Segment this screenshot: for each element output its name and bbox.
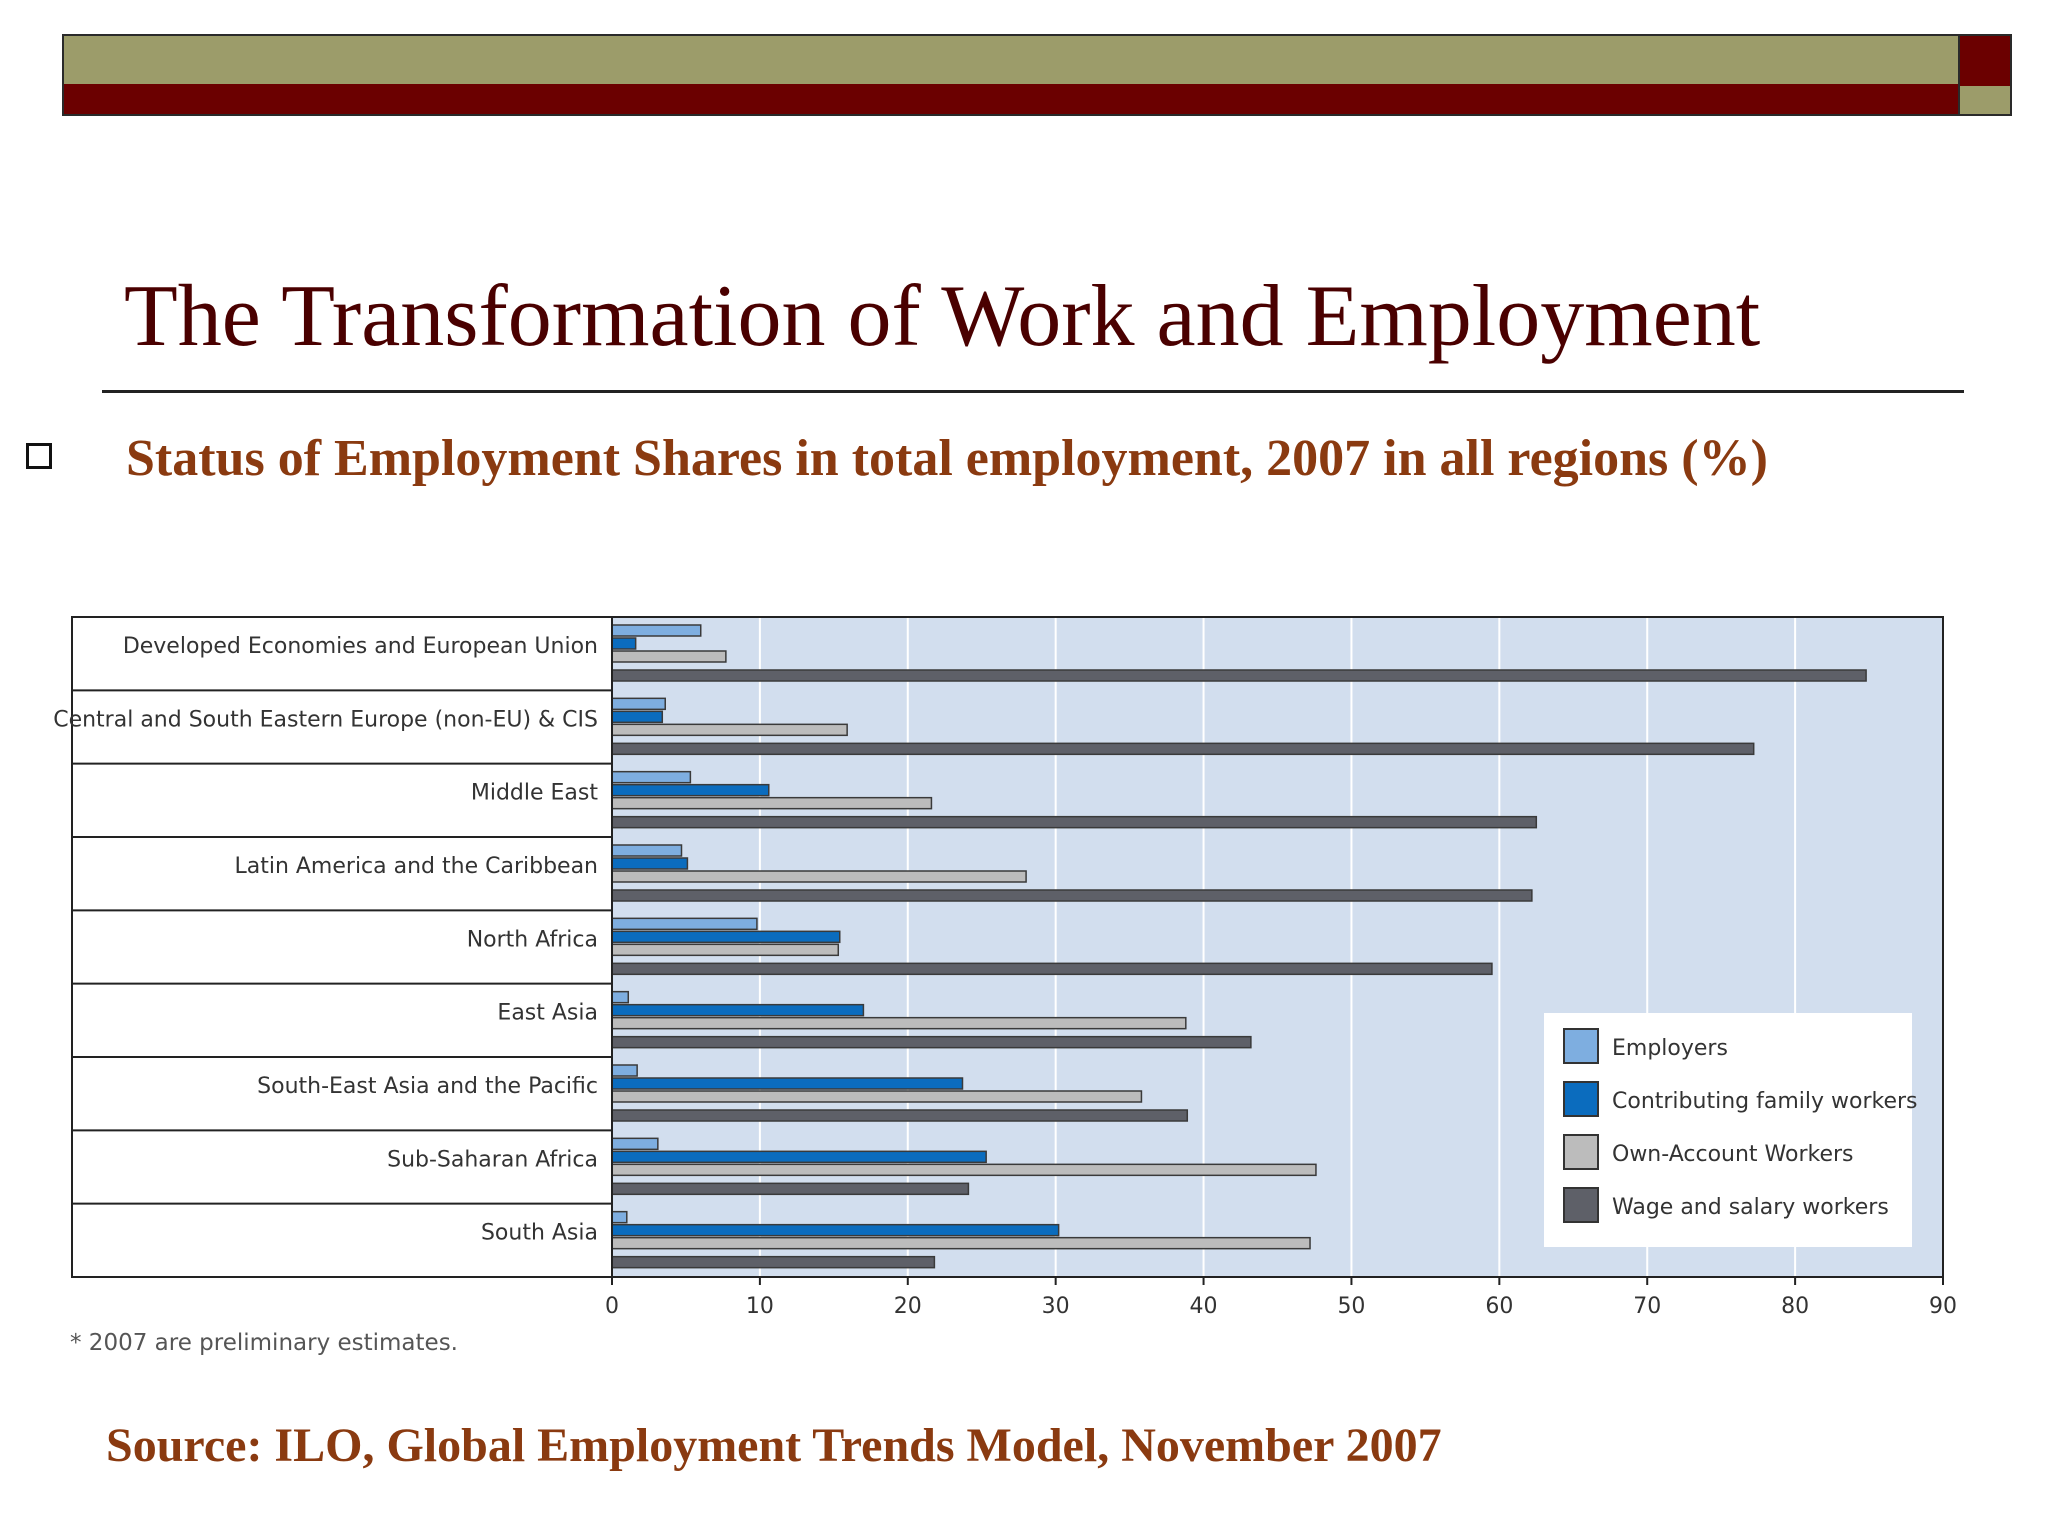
x-tick-label: 20 bbox=[893, 1294, 922, 1319]
bar bbox=[612, 1225, 1059, 1236]
x-tick-label: 60 bbox=[1485, 1294, 1514, 1319]
category-label: Sub-Saharan Africa bbox=[387, 1147, 598, 1173]
bar bbox=[612, 698, 665, 709]
bar bbox=[612, 711, 662, 722]
bar bbox=[612, 772, 690, 783]
bar bbox=[612, 817, 1536, 828]
x-tick-label: 50 bbox=[1337, 1294, 1366, 1319]
bar bbox=[612, 858, 687, 869]
x-tick-label: 30 bbox=[1041, 1294, 1070, 1319]
bar bbox=[612, 963, 1492, 974]
legend-swatch bbox=[1564, 1029, 1598, 1063]
bar bbox=[612, 992, 628, 1003]
bar bbox=[612, 724, 847, 735]
bar bbox=[612, 1138, 658, 1149]
source-citation: Source: ILO, Global Employment Trends Model, November 2007 bbox=[106, 1419, 1442, 1472]
bar bbox=[612, 1037, 1251, 1048]
bar bbox=[612, 1018, 1186, 1029]
bar bbox=[612, 845, 682, 856]
bar bbox=[612, 1257, 934, 1268]
bar bbox=[612, 918, 757, 929]
bar bbox=[612, 1110, 1187, 1121]
category-label: Central and South Eastern Europe (non-EU) & CIS bbox=[53, 707, 598, 733]
bar bbox=[612, 890, 1532, 901]
category-label: South-East Asia and the Pacific bbox=[257, 1074, 598, 1099]
bar bbox=[612, 638, 636, 649]
legend-label: Own-Account Workers bbox=[1612, 1142, 1854, 1167]
category-label: South Asia bbox=[480, 1220, 598, 1246]
bar bbox=[612, 944, 838, 955]
bar bbox=[612, 871, 1026, 882]
bar bbox=[612, 651, 726, 662]
bar bbox=[612, 1091, 1141, 1102]
bar bbox=[612, 1164, 1316, 1175]
legend-swatch bbox=[1564, 1188, 1598, 1222]
legend-label: Contributing family workers bbox=[1612, 1089, 1918, 1114]
category-label: Middle East bbox=[470, 780, 598, 806]
bar bbox=[612, 1151, 986, 1162]
bar bbox=[612, 743, 1754, 754]
x-tick-label: 0 bbox=[605, 1294, 619, 1319]
bar bbox=[612, 625, 701, 636]
legend-swatch bbox=[1564, 1082, 1598, 1116]
category-label: East Asia bbox=[497, 1000, 598, 1026]
bar bbox=[612, 1065, 637, 1076]
bar bbox=[612, 1183, 968, 1194]
bar bbox=[612, 931, 840, 942]
x-tick-label: 70 bbox=[1633, 1294, 1662, 1319]
bar bbox=[612, 1005, 863, 1016]
x-tick-label: 80 bbox=[1781, 1294, 1810, 1319]
bar bbox=[612, 1078, 962, 1089]
chart-footnote: * 2007 are preliminary estimates. bbox=[70, 1330, 458, 1356]
x-tick-label: 90 bbox=[1929, 1294, 1957, 1319]
bullet-text: Status of Employment Shares in total employment, 2007 in all regions (%) bbox=[126, 430, 1768, 487]
category-label: Latin America and the Caribbean bbox=[234, 854, 598, 879]
category-label: North Africa bbox=[466, 927, 598, 953]
bar bbox=[612, 798, 931, 809]
bar bbox=[612, 785, 769, 796]
bar bbox=[612, 1238, 1310, 1249]
slide-title: The Transformation of Work and Employment bbox=[124, 268, 1761, 365]
bar bbox=[612, 1212, 627, 1223]
legend-label: Employers bbox=[1612, 1036, 1728, 1061]
legend-label: Wage and salary workers bbox=[1612, 1195, 1889, 1220]
category-label: Developed Economies and European Union bbox=[122, 634, 598, 659]
x-tick-label: 10 bbox=[745, 1294, 774, 1319]
bar bbox=[612, 670, 1866, 681]
x-tick-label: 40 bbox=[1189, 1294, 1218, 1319]
legend-swatch bbox=[1564, 1135, 1598, 1169]
